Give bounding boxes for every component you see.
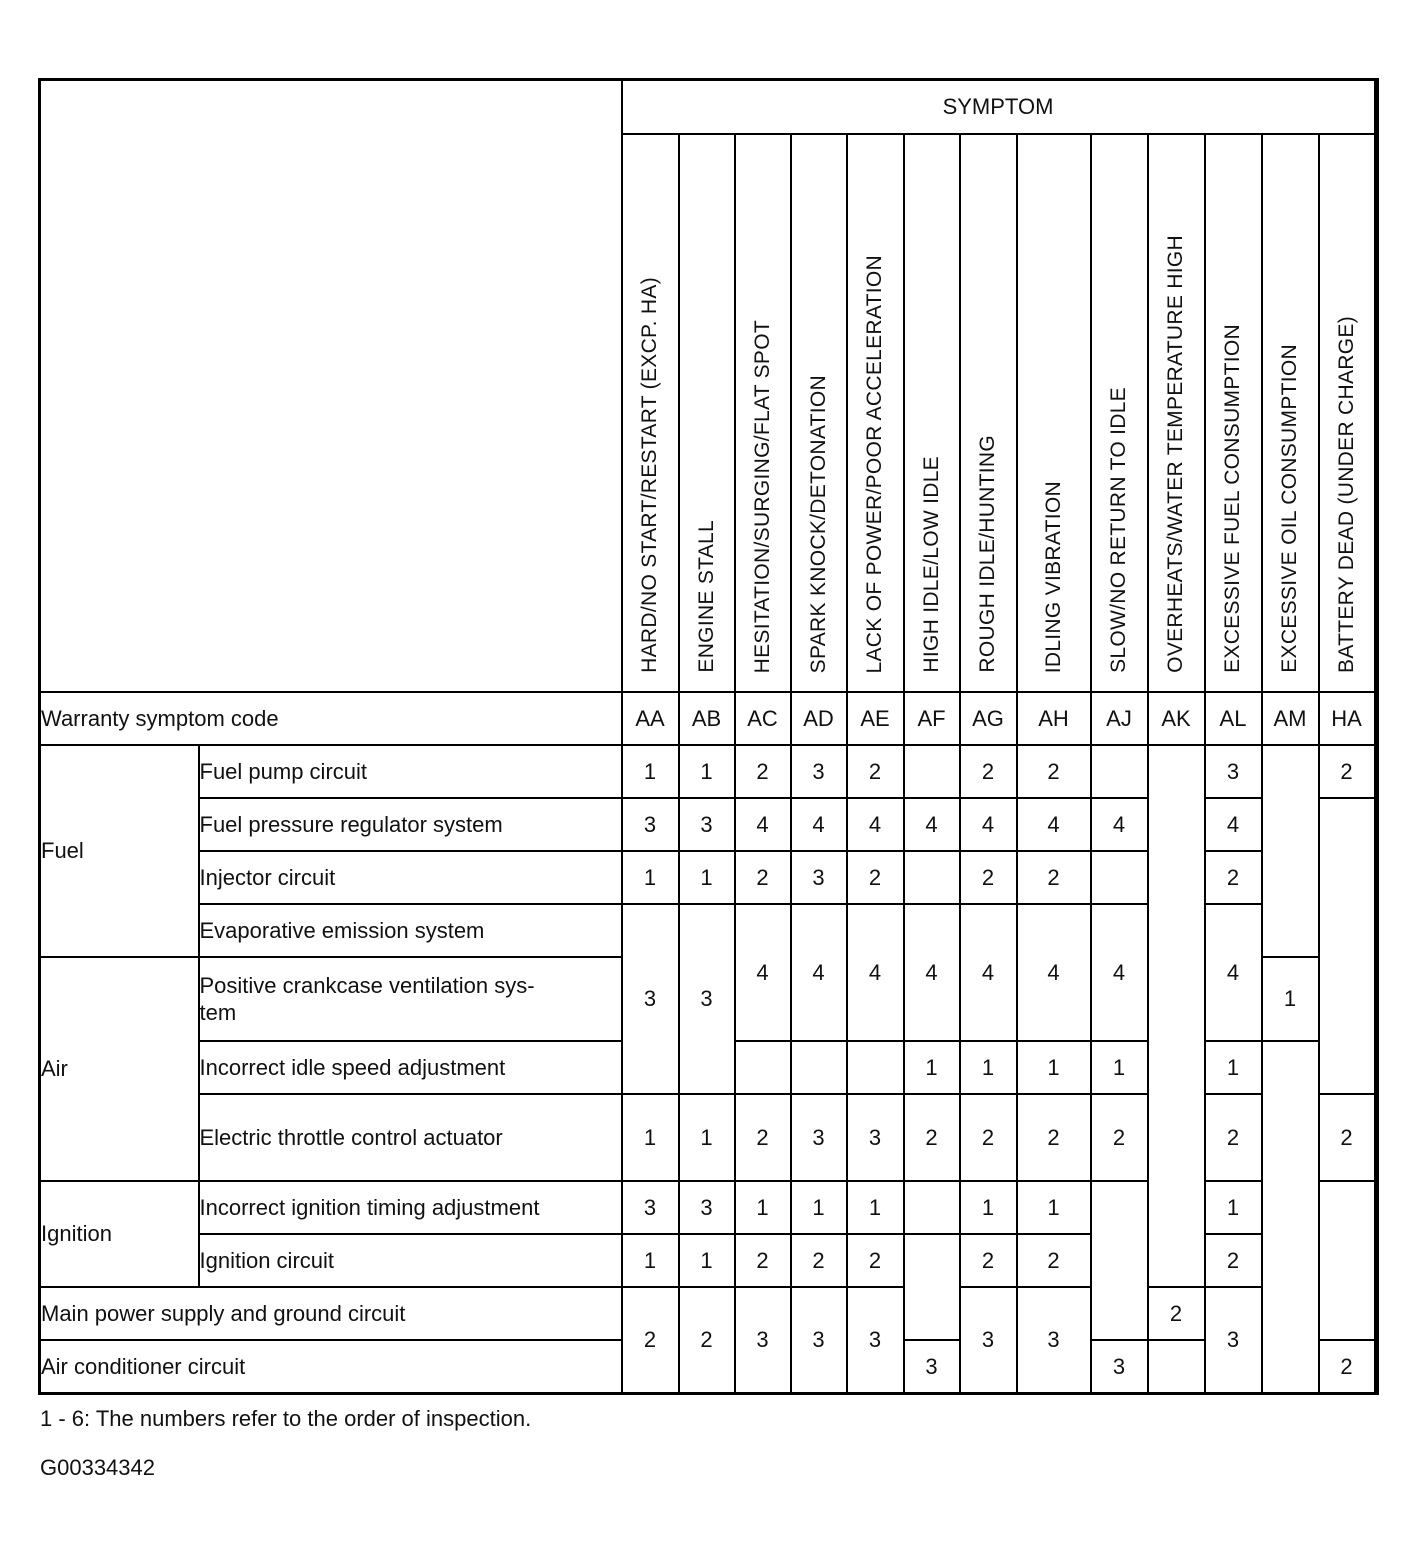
inspection-order: 4 — [1205, 904, 1262, 1041]
inspection-order: 4 — [1205, 798, 1262, 851]
column-header: OVERHEATS/WATER TEMPERATURE HIGH — [1148, 134, 1205, 692]
inspection-order: 2 — [735, 1094, 791, 1181]
column-header: HESITATION/SURGING/FLAT SPOT — [735, 134, 791, 692]
inspection-order: 2 — [622, 1287, 679, 1393]
inspection-order: 4 — [904, 798, 960, 851]
column-header: ROUGH IDLE/HUNTING — [960, 134, 1017, 692]
column-header: HIGH IDLE/LOW IDLE — [904, 134, 960, 692]
inspection-order: 2 — [960, 745, 1017, 798]
inspection-order: 2 — [960, 1094, 1017, 1181]
inspection-order: 4 — [847, 904, 904, 1041]
column-header: EXCESSIVE FUEL CONSUMPTION — [1205, 134, 1262, 692]
inspection-order: 3 — [791, 1094, 847, 1181]
inspection-order: 1 — [847, 1181, 904, 1234]
check-item: Incorrect idle speed adjustment — [199, 1041, 622, 1094]
symptom-code: AL — [1205, 692, 1262, 745]
inspection-order: 4 — [847, 798, 904, 851]
inspection-order: 1 — [735, 1181, 791, 1234]
inspection-order: 4 — [735, 904, 791, 1041]
inspection-order: 2 — [1205, 1094, 1262, 1181]
inspection-order: 4 — [1091, 904, 1148, 1041]
inspection-order: 4 — [735, 798, 791, 851]
inspection-order: 2 — [679, 1287, 735, 1393]
inspection-order: 4 — [1091, 798, 1148, 851]
diagnosis-table — [38, 78, 1379, 1395]
inspection-order — [1148, 1340, 1205, 1393]
symptom-header: SYMPTOM — [622, 80, 1375, 135]
inspection-order-empty-span — [1319, 1181, 1375, 1340]
check-item: Ignition circuit — [199, 1234, 622, 1287]
check-item: Positive crankcase ventilation sys- tem — [199, 957, 622, 1041]
inspection-order — [1091, 851, 1148, 904]
inspection-order: 3 — [622, 798, 679, 851]
symptom-code: AC — [735, 692, 791, 745]
inspection-order: 1 — [679, 1234, 735, 1287]
inspection-order — [1091, 745, 1148, 798]
inspection-order-empty-span — [1091, 1181, 1148, 1340]
warranty-code-row — [40, 692, 1378, 745]
check-item: Electric throttle control actuator — [199, 1094, 622, 1181]
inspection-order: 3 — [847, 1094, 904, 1181]
inspection-order: 2 — [1205, 851, 1262, 904]
inspection-order: 4 — [904, 904, 960, 1041]
footnote: 1 - 6: The numbers refer to the order of inspection. — [40, 1406, 532, 1431]
inspection-order: 1 — [1091, 1041, 1148, 1094]
figure-id: G00334342 — [40, 1455, 155, 1480]
inspection-order: 2 — [1017, 851, 1091, 904]
inspection-order-empty-span — [1262, 1041, 1319, 1393]
warranty-code-label: Warranty symptom code — [40, 692, 622, 745]
inspection-order: 2 — [904, 1094, 960, 1181]
inspection-order: 4 — [960, 798, 1017, 851]
column-header: BATTERY DEAD (UNDER CHARGE) — [1319, 134, 1375, 692]
inspection-order: 3 — [735, 1287, 791, 1393]
inspection-order: 1 — [960, 1181, 1017, 1234]
check-item: Main power supply and ground circuit — [40, 1287, 622, 1340]
column-header: SPARK KNOCK/DETONATION — [791, 134, 847, 692]
inspection-order: 3 — [1205, 1287, 1262, 1393]
inspection-order — [1375, 1287, 1378, 1340]
symptom-code: AK — [1148, 692, 1205, 745]
column-header: SLOW/NO RETURN TO IDLE — [1091, 134, 1148, 692]
inspection-order: 1 — [1262, 957, 1319, 1041]
blank-corner-cell — [40, 80, 622, 693]
category-ignition: Ignition — [40, 1181, 199, 1287]
inspection-order: 2 — [847, 745, 904, 798]
column-header: HARD/NO START/RESTART (EXCP. HA) — [622, 134, 679, 692]
inspection-order: 3 — [622, 1181, 679, 1234]
symptom-code: AA — [622, 692, 679, 745]
inspection-order: 3 — [622, 904, 679, 1094]
inspection-order: 1 — [622, 1234, 679, 1287]
inspection-order: 1 — [1017, 1181, 1091, 1234]
inspection-order: 3 — [679, 904, 735, 1094]
inspection-order: 1 — [622, 745, 679, 798]
check-item: Injector circuit — [199, 851, 622, 904]
inspection-order: 2 — [1017, 745, 1091, 798]
inspection-order: 1 — [622, 851, 679, 904]
inspection-order — [904, 745, 960, 798]
check-item: Fuel pressure regulator system — [199, 798, 622, 851]
inspection-order: 1 — [1017, 1041, 1091, 1094]
symptom-code: AD — [791, 692, 847, 745]
inspection-order — [735, 1041, 791, 1094]
inspection-order: 3 — [791, 851, 847, 904]
inspection-order: 3 — [847, 1287, 904, 1393]
inspection-order — [904, 1181, 960, 1234]
symptom-code: AF — [904, 692, 960, 745]
inspection-order-empty-span — [1262, 745, 1319, 957]
inspection-order-empty-span — [1319, 798, 1375, 1094]
inspection-order: 1 — [1205, 1041, 1262, 1094]
check-item: Evaporative emission system — [199, 904, 622, 957]
inspection-order — [904, 851, 960, 904]
inspection-order: 1 — [679, 745, 735, 798]
inspection-order — [791, 1041, 847, 1094]
inspection-order: 2 — [735, 851, 791, 904]
inspection-order: 2 — [791, 1234, 847, 1287]
inspection-order: 2 — [1319, 1094, 1375, 1181]
table-row — [40, 1287, 1378, 1340]
inspection-order: 1 — [1205, 1181, 1262, 1234]
symptom-code: AB — [679, 692, 735, 745]
inspection-order: 2 — [960, 1234, 1017, 1287]
inspection-order-empty-span — [904, 1234, 960, 1340]
inspection-order: 2 — [735, 745, 791, 798]
inspection-order: 2 — [1091, 1094, 1148, 1181]
inspection-order: 1 — [679, 851, 735, 904]
table-row — [40, 745, 1378, 798]
inspection-order: 3 — [960, 1287, 1017, 1393]
column-header: LACK OF POWER/POOR ACCELERATION — [847, 134, 904, 692]
inspection-order: 1 — [622, 1094, 679, 1181]
symptom-code: AM — [1262, 692, 1319, 745]
check-item: Fuel pump circuit — [199, 745, 622, 798]
inspection-order: 3 — [904, 1340, 960, 1393]
inspection-order: 3 — [1017, 1287, 1091, 1393]
inspection-order: 1 — [791, 1181, 847, 1234]
inspection-order: 4 — [791, 798, 847, 851]
category-fuel: Fuel — [40, 745, 199, 957]
inspection-order: 3 — [679, 798, 735, 851]
inspection-order: 3 — [791, 745, 847, 798]
inspection-order: 3 — [1091, 1340, 1148, 1393]
column-header: EXCESSIVE OIL CONSUMPTION — [1262, 134, 1319, 692]
symptom-code: AG — [960, 692, 1017, 745]
inspection-order: 4 — [960, 904, 1017, 1041]
column-header: ENGINE STALL — [679, 134, 735, 692]
symptom-code: AE — [847, 692, 904, 745]
category-air: Air — [40, 957, 199, 1181]
symptom-title-row — [40, 80, 1378, 135]
inspection-order: 1 — [960, 1041, 1017, 1094]
inspection-order: 2 — [960, 851, 1017, 904]
check-item: Incorrect ignition timing adjustment — [199, 1181, 622, 1234]
symptom-code: HA — [1319, 692, 1375, 745]
inspection-order: 2 — [1148, 1287, 1205, 1340]
inspection-order: 2 — [735, 1234, 791, 1287]
inspection-order — [847, 1041, 904, 1094]
inspection-order: 4 — [791, 904, 847, 1041]
inspection-order: 2 — [1017, 1094, 1091, 1181]
inspection-order: 1 — [904, 1041, 960, 1094]
inspection-order: 2 — [847, 851, 904, 904]
inspection-order: 2 — [1017, 1234, 1091, 1287]
inspection-order: 1 — [679, 1094, 735, 1181]
symptom-code: AH — [1017, 692, 1091, 745]
inspection-order: 4 — [1017, 798, 1091, 851]
inspection-order: 3 — [791, 1287, 847, 1393]
symptom-code: AJ — [1091, 692, 1148, 745]
check-item: Air conditioner circuit — [40, 1340, 622, 1393]
inspection-order: 2 — [1319, 745, 1375, 798]
inspection-order-empty-span — [1148, 745, 1205, 1287]
inspection-order: 3 — [679, 1181, 735, 1234]
inspection-order: 2 — [847, 1234, 904, 1287]
inspection-order: 3 — [1205, 745, 1262, 798]
inspection-order: 2 — [1319, 1340, 1375, 1393]
inspection-order: 2 — [1205, 1234, 1262, 1287]
inspection-order: 4 — [1017, 904, 1091, 1041]
column-header: IDLING VIBRATION — [1017, 134, 1091, 692]
